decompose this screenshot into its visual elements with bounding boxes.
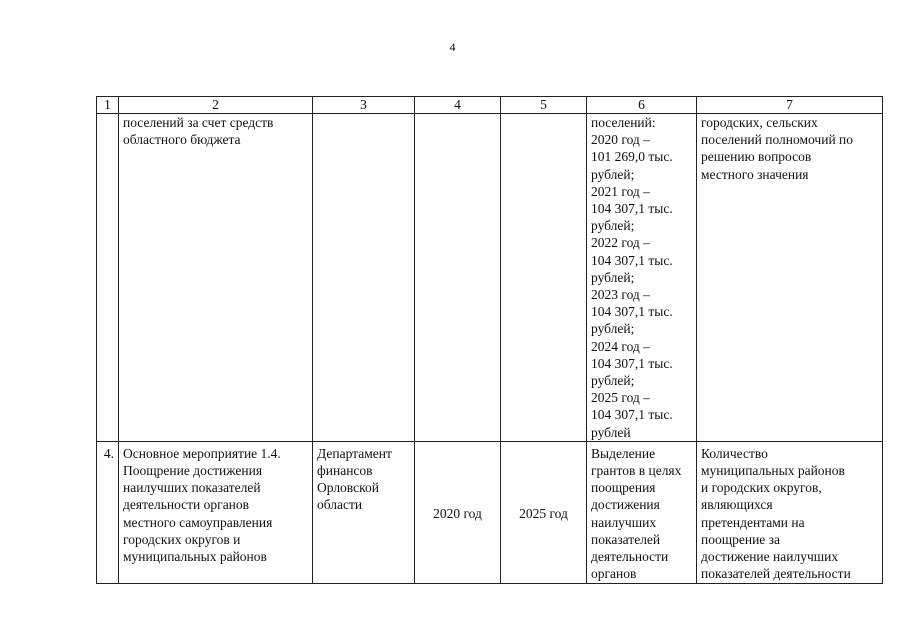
text-line: поселений: xyxy=(591,115,656,130)
text-line: городских округов и xyxy=(123,531,241,547)
text-line: показателей деятельности xyxy=(701,566,851,582)
text-line: областного бюджета xyxy=(123,132,241,148)
text-line: рублей; xyxy=(591,166,635,182)
header-cell: 2 xyxy=(119,97,313,114)
text-line: грантов в целях xyxy=(591,463,682,479)
text-line: 101 269,0 тыс. xyxy=(591,149,673,165)
header-cell: 4 xyxy=(415,97,501,114)
text-line: местного самоуправления xyxy=(123,514,273,530)
document-table xyxy=(96,96,883,584)
text-line: претендентами на xyxy=(701,514,805,530)
text-line: и городских округов, xyxy=(701,480,822,496)
text-line: Поощрение достижения xyxy=(123,463,263,479)
table-row xyxy=(97,114,883,442)
table-header-row xyxy=(97,97,883,114)
header-cell: 7 xyxy=(697,97,883,114)
text-line: рублей; xyxy=(591,321,635,337)
text-line: наилучших xyxy=(591,514,657,530)
text-line: наилучших показателей xyxy=(123,480,261,496)
text-line: Орловской xyxy=(317,480,379,496)
text-line: рублей; xyxy=(591,218,635,234)
text-line: 104 307,1 тыс. xyxy=(591,252,673,268)
text-line: поселений полномочий по xyxy=(701,132,854,148)
text-line: рублей; xyxy=(591,269,635,285)
header-cell: 5 xyxy=(501,97,587,114)
text-line: достижение наилучших xyxy=(701,549,839,565)
text-line: 2023 год – xyxy=(591,287,650,303)
text-line: показателей xyxy=(591,531,661,547)
text-line: области xyxy=(317,497,363,513)
text-line: достижения xyxy=(591,497,660,513)
number-cell: 4. xyxy=(97,441,119,583)
header-cell: 1 xyxy=(97,97,119,114)
text-line: деятельности xyxy=(591,549,669,565)
event-cell xyxy=(119,114,313,442)
text-line: 104 307,1 тыс. xyxy=(591,355,673,371)
text-line: Основное мероприятие 1.4. xyxy=(123,445,281,461)
text-line: являющихся xyxy=(701,497,773,513)
text-line: Выделение xyxy=(591,445,656,461)
text-line: поощрение за xyxy=(701,531,781,547)
text-line: поселений за счет средств xyxy=(123,115,274,130)
end-year-cell xyxy=(501,114,587,442)
start-year-cell xyxy=(415,114,501,442)
text-line: Количество xyxy=(701,445,768,461)
executor-cell xyxy=(313,441,415,583)
header-cell: 3 xyxy=(313,97,415,114)
text-line: рублей; xyxy=(591,373,635,389)
start-year-cell: 2020 год xyxy=(415,441,501,583)
result-cell xyxy=(587,441,697,583)
table-row xyxy=(97,441,883,583)
header-cell: 6 xyxy=(587,97,697,114)
text-line: 104 307,1 тыс. xyxy=(591,407,673,423)
text-line: муниципальных районов xyxy=(123,549,267,565)
result-cell xyxy=(587,114,697,442)
text-line: 2020 год – xyxy=(591,132,650,148)
text-line: финансов xyxy=(317,463,373,479)
text-line: органов xyxy=(591,566,637,582)
indicator-cell xyxy=(697,114,883,442)
text-line: 104 307,1 тыс. xyxy=(591,304,673,320)
text-line: 2022 год – xyxy=(591,235,650,251)
indicator-cell xyxy=(697,441,883,583)
text-line: местного значения xyxy=(701,166,809,182)
end-year-cell: 2025 год xyxy=(501,441,587,583)
text-line: 2024 год – xyxy=(591,338,650,354)
event-cell xyxy=(119,441,313,583)
text-line: рублей xyxy=(591,424,631,440)
executor-cell xyxy=(313,114,415,442)
text-line: 2025 год – xyxy=(591,390,650,406)
text-line: поощрения xyxy=(591,480,656,496)
text-line: муниципальных районов xyxy=(701,463,845,479)
text-line: Департамент xyxy=(317,445,392,461)
page-number: 4 xyxy=(449,40,456,54)
text-line: деятельности органов xyxy=(123,497,250,513)
text-line: решению вопросов xyxy=(701,149,812,165)
number-cell xyxy=(97,114,119,442)
text-line: 104 307,1 тыс. xyxy=(591,201,673,217)
text-line: 2021 год – xyxy=(591,183,650,199)
text-line: городских, сельских xyxy=(701,115,818,130)
